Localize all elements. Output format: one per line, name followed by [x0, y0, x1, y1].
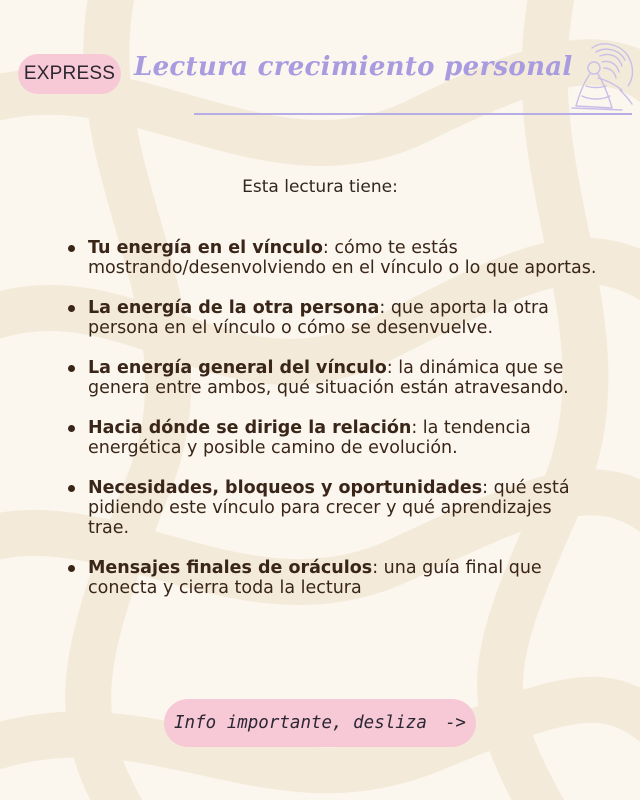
bullet-dot-icon — [68, 425, 75, 432]
bullet-dot-icon — [68, 565, 75, 572]
feature-item — [68, 238, 598, 278]
feature-description: : una guía final que conecta y cierra toda la lectura — [88, 558, 542, 598]
bullet-dot-icon — [68, 365, 75, 372]
feature-description: : la tendencia energética y posible camino de evolución. — [88, 418, 531, 458]
feature-heading: Tu energía en el vínculo — [88, 238, 323, 258]
arrow-right-icon: -> — [444, 713, 466, 733]
feature-heading: La energía de la otra persona — [88, 298, 380, 318]
bullet-dot-icon — [68, 245, 75, 252]
feature-item — [68, 478, 598, 538]
feature-heading: La energía general del vínculo — [88, 358, 387, 378]
bullet-dot-icon — [68, 485, 75, 492]
feature-heading: Necesidades, bloqueos y oportunidades — [88, 478, 483, 498]
feature-item — [68, 558, 598, 598]
feature-description: : la dinámica que se genera entre ambos, qué situación están atravesando. — [88, 358, 569, 398]
intro-text: Esta lectura tiene: — [242, 177, 398, 197]
feature-heading: Hacia dónde se dirige la relación — [88, 418, 412, 438]
feature-description: : cómo te estás mostrando/desenvolviendo en el vínculo o lo que aportas. — [88, 238, 597, 278]
page-title: Lectura crecimiento personal — [134, 52, 573, 82]
angel-illustration-icon — [562, 38, 638, 114]
express-badge: EXPRESS — [18, 54, 121, 94]
bullet-dot-icon — [68, 305, 75, 312]
feature-heading: Mensajes finales de oráculos — [88, 558, 373, 578]
feature-item — [68, 298, 598, 338]
swipe-cta-button[interactable] — [164, 699, 476, 747]
features-list — [68, 238, 598, 618]
feature-item — [68, 358, 598, 398]
feature-description: : qué está pidiendo este vínculo para crecer y qué aprendizajes trae. — [88, 478, 570, 538]
cta-label: Info importante, desliza — [174, 713, 427, 733]
feature-description: : que aporta la otra persona en el vínculo o cómo se desenvuelve. — [88, 298, 549, 338]
feature-item — [68, 418, 598, 458]
